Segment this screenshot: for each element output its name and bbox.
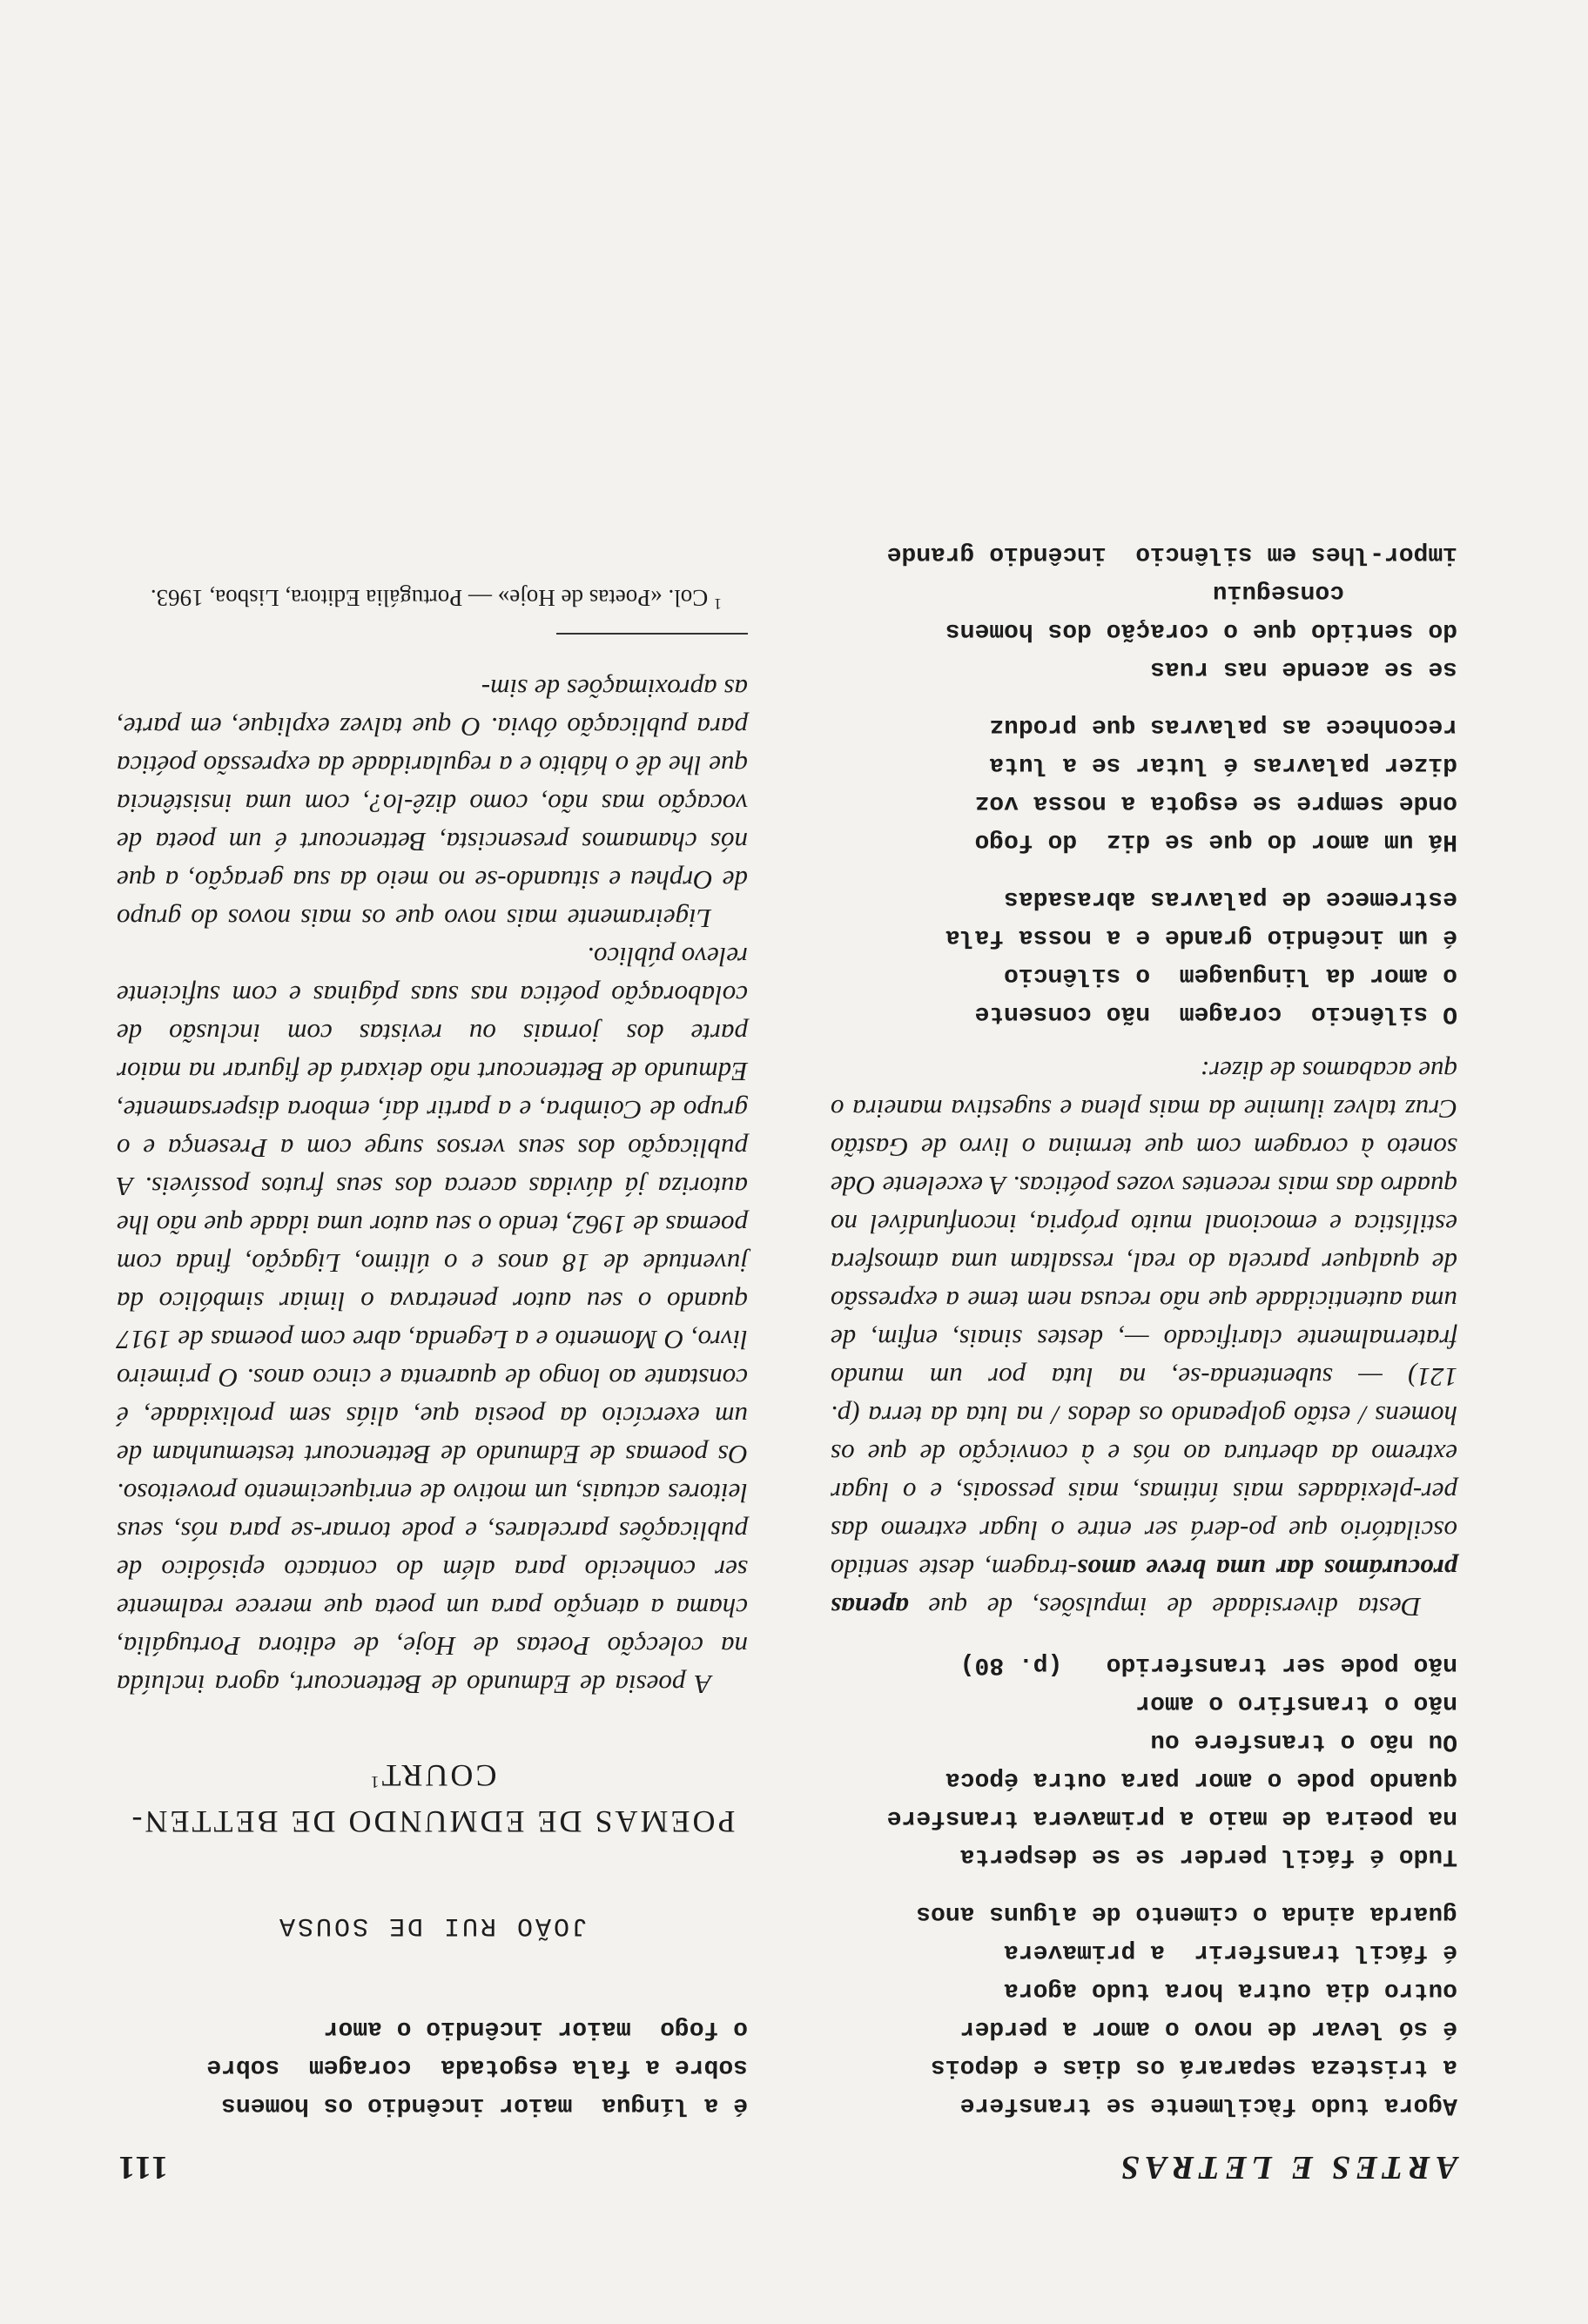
poem-line: é fácil transferir a primavera (1004, 1938, 1457, 1965)
footnote-mark: 1 (714, 595, 722, 613)
poem-line: Há um amor do que se diz do fogo (974, 828, 1457, 855)
poem-stanza (831, 879, 1457, 1032)
prose-fragment: tragem, deste sentido oscilatório que po (831, 1515, 1457, 1584)
poem-line: do sentido que o coração dos homens (945, 617, 1457, 644)
footnote-text: Col. «Poetas de Hoje» — Portugália Editora, Lisboa, 1963. (150, 585, 709, 611)
prose-paragraph: Desta diversidade de impulsões, de que apenas procurámos dar uma breve amos-tragem, deste sentido oscilatório que po-derá ser entre o lugar extremo das per-plexidades mais íntimas, mais pessoais, e o lugar extremo da abertura ao nós e à convicção de que os homens / estão golpeando os dedos / na luta da terra (p. 121) — subentenda-se, na luta por um mundo fraternalmente clarificado —, destes sinais, enfim, de uma autenticidade que não recusa nem teme a expressão de qualquer parcela do real, ressaltam uma atmosfera estilística e emocional muito própria, inconfundível no quadro das mais recentes vozes poéticas. A excelente Ode soneto à coragem com que termina o livro de Gastão Cruz talvez ilumine da mais plena e sugestiva maneira o que acabamos de dizer: (831, 1056, 1457, 1622)
poem-line: impor-lhes em silêncio incêndio grande (886, 541, 1457, 568)
review-author: JOÃO RUI DE SOUSA (276, 1911, 589, 1940)
review-title (117, 1756, 748, 1842)
poem-line: é a língua maior incêndio os homens (221, 2092, 748, 2119)
poem-line: reconhece as palavras que produz (989, 713, 1457, 740)
poem-stanza (831, 534, 1457, 688)
poem-line: outro dia outra hora tudo agora (1004, 1977, 1457, 2004)
prose-bold: apenas procurámos dar uma breve amos (831, 1554, 1457, 1622)
page-number: 111 (117, 2149, 168, 2186)
poem-line: o fogo maior incêndio o amor (323, 2015, 748, 2042)
poem-line: se se acende nas ruas (1150, 655, 1457, 682)
page-header (117, 2134, 1457, 2186)
poem-line: guarda ainda o cimento de alguns anos (916, 1900, 1457, 1927)
right-column (117, 581, 748, 2124)
poem-line: o amor da linguagem o silêncio (1004, 962, 1457, 989)
review-title-text: POEMAS DE EDMUNDO DE BETTEN-COURT (129, 1758, 736, 1839)
prose-paragraph: A poesia de Edmundo de Bettencourt, agora incluída na colecção Poetas de Hoje, de editora Portugália, chama a atenção para um poeta que merece realmente ser conhecido para além do contacto episódico de publicações parcelares, e pode tornar-se para nós, seus leitores actuais, um motivo de enriquecimento proveitoso. Os poemas de Edmundo de Bettencourt testemunham de um exercício da poesia que, aliás sem prolixidade, é constante ao longo de quarenta e cinco anos. O primeiro livro, O Momento e a Legenda, abre com poemas de 1917 quando o seu autor penetrava o limiar simbólico da juventude de 18 anos e o último, Ligação, finda com poemas de 1962, tendo o seu autor uma idade que não lhe autoriza já dúvidas acerca dos seus frutos possíveis. A publicação dos seus versos surge com a Presença e o grupo de Coimbra, e a partir daí, embora dispersamente, Edmundo de Bettencourt não deixará de figurar na maior parte dos jornais ou revistas com inclusão de colaboração poética nas suas páginas e com suficiente relevo público. (117, 942, 748, 1700)
footnote-divider (556, 633, 748, 635)
prose-fragment: derá ser entre o lugar extremo das per (831, 1477, 1457, 1546)
poem-line-text: não pode ser transferido (1106, 1651, 1457, 1678)
poem-stanza (831, 1645, 1457, 1875)
poem-line: O silêncio coragem não consente (974, 1000, 1457, 1027)
prose-fragment: plexidades mais íntimas, mais pessoais, e o lugar extremo da abertura ao nós e à convicção de que os homens / estão golpeando os dedos / na luta da terra (p. 121) — subentenda-se, na luta por um mundo fraternalmente clarificado —, destes sinais, enfim, de uma autenticidade que não recusa nem teme a expressão de qualquer parcela do real, ressaltam uma atmosfera estilística e emocional muito própria, inconfundível no quadro das mais recentes vozes poéticas. A excelente Ode soneto à coragem com que termina o livro de Gastão Cruz talvez ilumine da mais plena e sugestiva maneira o que acabamos de dizer: (831, 1056, 1457, 1508)
poem-line: não o transfiro o amor (1135, 1689, 1457, 1716)
poem-stanza (831, 1894, 1457, 2124)
footnote-mark: 1 (367, 1772, 380, 1791)
poem-line: dizer palavras é lutar se a luta (989, 751, 1457, 778)
poem-line: na poeira de maio a primavera transfere (886, 1804, 1457, 1831)
poem-line: é só levar de novo o amor a perder (959, 2015, 1457, 2042)
poem-stanza (831, 707, 1457, 860)
poem-line: sobre a fala esgotada coragem sobre (206, 2053, 748, 2080)
poem-line (831, 1645, 1457, 1683)
running-head: ARTES E LETRAS (1115, 2149, 1457, 2186)
poem-line: a tristeza separará os dias e depois (931, 2053, 1457, 2080)
footnote (117, 581, 748, 621)
poem-line: Tudo é fácil perder se se desperta (959, 1843, 1457, 1870)
poem-stanza (117, 2009, 748, 2124)
prose-fragment: Desta diversidade de impulsões, de que (908, 1592, 1421, 1622)
poem-line: Agora tudo fàcilmente se transfere (959, 2092, 1457, 2119)
poem-line: estremece de palavras abrasadas (1004, 885, 1457, 912)
poem-line: quando pode o amor para outra época (945, 1766, 1457, 1793)
left-column (831, 515, 1457, 2124)
poem-line: conseguiu (1212, 579, 1344, 606)
poem-line: é um incêndio grande e a nossa fala (945, 924, 1457, 950)
page-citation: (p. 80) (959, 1651, 1063, 1678)
poem-line: onde sempre se esgota a nossa voz (974, 789, 1457, 816)
poem-line: Ou não o transfere ou (1150, 1728, 1457, 1755)
prose-paragraph: Ligeiramente mais novo que os mais novos do grupo de Orpheu e situando-se no meio da sua geração, a que nós chamamos presencista, Bettencourt é um poeta de vocação mas não, como dizê-lo?, com uma insistência que lhe dê o hábito e a regularidade da expressão poética para publicação óbvia. O que talvez explique, em parte, as aproximações de sim- (117, 674, 748, 934)
